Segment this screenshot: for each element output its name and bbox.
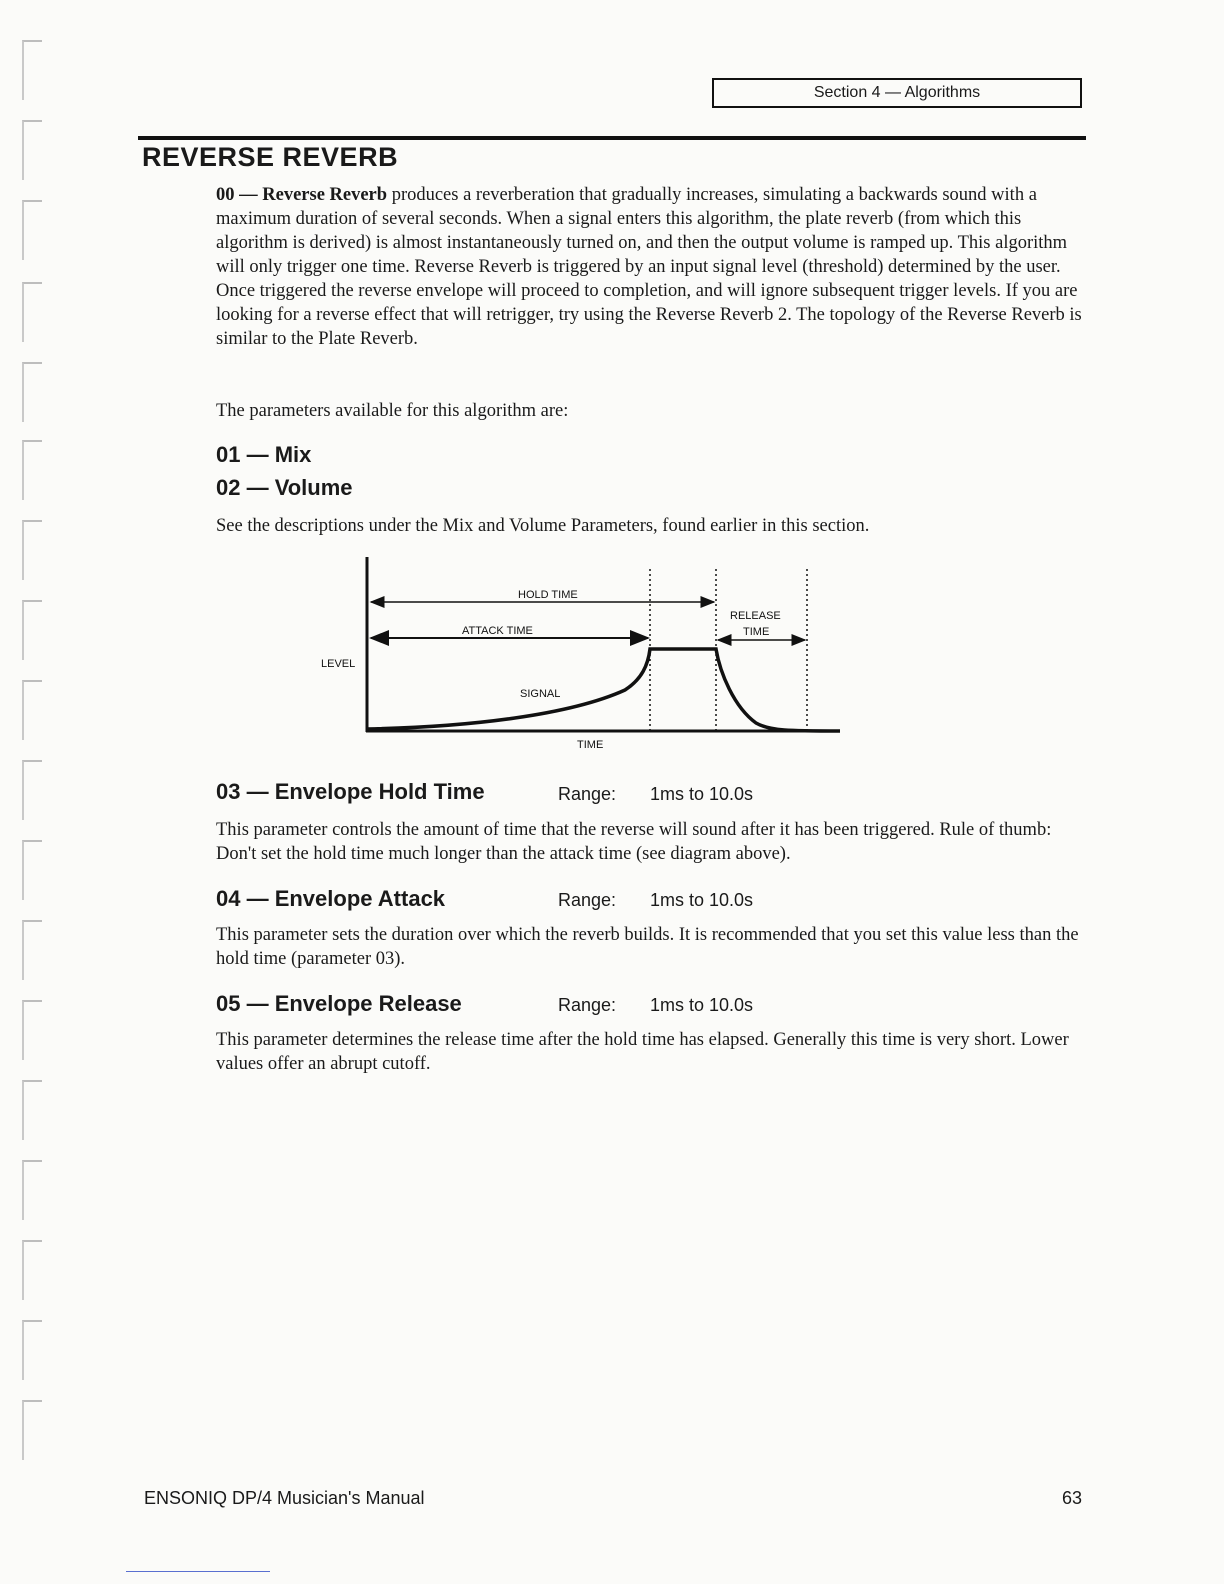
- param-mix-heading: 01 — Mix: [216, 442, 312, 467]
- param-attack-heading: 04 — Envelope Attack: [216, 886, 446, 911]
- mix-volume-description: See the descriptions under the Mix and Volume Parameters, found earlier in this section.: [216, 516, 870, 536]
- signal-label: SIGNAL: [520, 688, 561, 700]
- section-header: Section 4 — Algorithms: [712, 78, 1082, 108]
- param-release-heading: 05 — Envelope Release: [216, 991, 462, 1016]
- range-value: 1ms to 10.0s: [650, 890, 754, 910]
- attack-time-label: ATTACK TIME: [462, 625, 533, 637]
- param-hold-heading: 03 — Envelope Hold Time: [216, 779, 485, 804]
- param-release-description: This parameter determines the release time after the hold time has elapsed. Generally this time is very short. Lower values offer an abrupt cutoff.: [216, 1030, 1069, 1074]
- footer-manual-title: ENSONIQ DP/4 Musician's Manual: [144, 1488, 425, 1508]
- param-attack-description: This parameter sets the duration over which the reverb builds. It is recommended that you set this value less than the hold time (parameter 03).: [216, 925, 1079, 969]
- param-hold-range: [558, 784, 753, 805]
- range-value: 1ms to 10.0s: [650, 995, 754, 1015]
- intro-paragraph: [216, 183, 1084, 351]
- param-volume-heading: 02 — Volume: [216, 475, 353, 500]
- envelope-diagram: [300, 555, 860, 765]
- signal-envelope: [367, 649, 840, 731]
- param-release-range: [558, 995, 753, 1016]
- hold-time-label: HOLD TIME: [518, 589, 578, 601]
- release-label: RELEASE: [730, 610, 781, 622]
- intro-number: 00 —: [216, 185, 263, 205]
- intro-algorithm-name: Reverse Reverb: [262, 185, 388, 205]
- params-intro: The parameters available for this algorithm are:: [216, 401, 569, 421]
- page-number: 63: [1062, 1488, 1083, 1508]
- page-title: REVERSE REVERB: [142, 142, 399, 172]
- range-value: 1ms to 10.0s: [650, 784, 754, 804]
- range-label: Range:: [558, 784, 617, 804]
- footer-divider: [126, 1571, 270, 1572]
- time-axis-label: TIME: [577, 739, 604, 751]
- release-time-label: TIME: [743, 626, 770, 638]
- range-label: Range:: [558, 995, 617, 1015]
- title-rule: [138, 136, 1086, 140]
- binding-edge: [0, 0, 60, 1584]
- range-label: Range:: [558, 890, 617, 910]
- intro-text: produces a reverberation that gradually increases, simulating a backwards sound with a maximum duration of several seconds. When a signal enters this algorithm, the plate reverb (from which this algorithm is derived) is almost instantaneously turned on, and then the output volume is ramped up. This algorithm will only trigger one time. Reverse Reverb is triggered by an input signal level (threshold) determined by the user. Once triggered the reverse envelope will proceed to completion, and will ignore subsequent trigger levels. If you are looking for a reverse effect that will retrigger, try using the Reverse Reverb 2. The topology of the Reverse Reverb is similar to the Plate Reverb.: [216, 185, 1082, 349]
- param-attack-range: [558, 890, 753, 911]
- param-hold-description: This parameter controls the amount of time that the reverse will sound after it has been triggered. Rule of thumb: Don't set the hold time much longer than the attack time (see diagram above).: [216, 820, 1052, 864]
- level-axis-label: LEVEL: [321, 658, 356, 670]
